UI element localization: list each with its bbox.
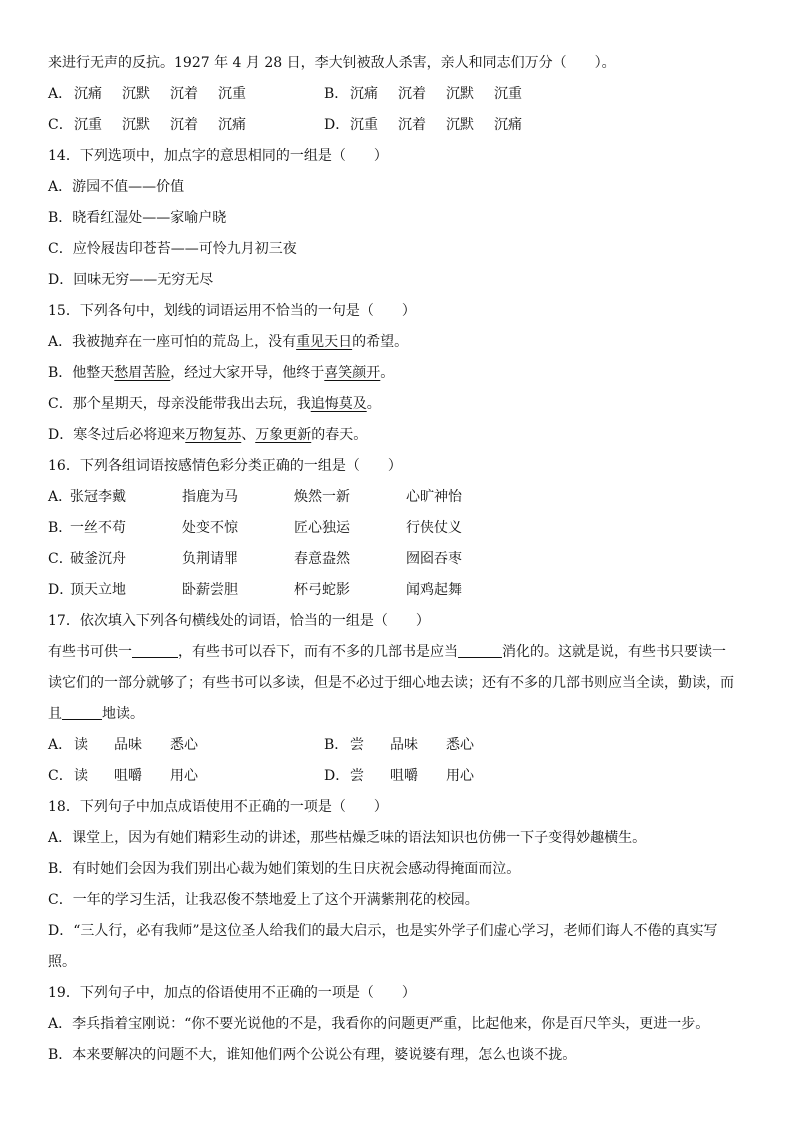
q15-option-b[interactable]: B．他整天愁眉苦脸，经过大家开导，他终于喜笑颜开。 xyxy=(48,365,395,381)
q17-passage-line-1: 有些书可供一 ，有些书可以吞下，而有不多的几部书是应当 消化的。这就是说，有些书只要读一 xyxy=(48,637,748,668)
fill-blank-3[interactable] xyxy=(62,703,102,720)
q13-option-b[interactable]: B． 沉痛 沉着 沉默 沉重 xyxy=(324,86,522,102)
q13-option-a[interactable]: A． 沉痛 沉默 沉着 沉重 xyxy=(48,86,246,102)
fill-blank-1[interactable] xyxy=(132,641,178,658)
q16-option-a[interactable]: A．张冠李戴 指鹿为马 焕然一新 心旷神怡 xyxy=(48,489,462,505)
underlined-phrase: 追悔莫及 xyxy=(310,396,367,412)
q19-stem: 19．下列句子中，加点的俗语使用不正确的一项是（ ） xyxy=(48,985,416,1001)
q14-option-b[interactable]: B．晓看红湿处——家喻户晓 xyxy=(48,210,227,226)
fill-blank-2[interactable] xyxy=(458,641,502,658)
exam-page xyxy=(48,48,748,1071)
q14-stem: 14．下列选项中，加点字的意思相同的一组是（ ） xyxy=(48,148,388,164)
q16-stem: 16．下列各组词语按感情色彩分类正确的一组是（ ） xyxy=(48,458,402,474)
q14-option-d[interactable]: D．回味无穷——无穷无尽 xyxy=(48,272,214,288)
q13-options-cd xyxy=(48,110,748,141)
q17-option-c[interactable]: C．读 咀嚼 用心 xyxy=(48,768,198,784)
q17-options-ab xyxy=(48,730,748,761)
q18-option-d[interactable]: D．“三人行，必有我师”是这位圣人给我们的最大启示，也是实外学子们虚心学习，老师们诲人不倦的真实写 xyxy=(48,923,718,939)
underlined-phrase: 万象更新 xyxy=(255,427,312,443)
underlined-phrase: 喜笑颜开 xyxy=(324,365,381,381)
q17-passage-line-3: 且 地读。 xyxy=(48,699,748,730)
q16-option-b[interactable]: B．一丝不苟 处变不惊 匠心独运 行侠仗义 xyxy=(48,520,462,536)
q16-option-c[interactable]: C．破釜沉舟 负荆请罪 春意盎然 囫囵吞枣 xyxy=(48,551,462,567)
q13-stem-continued: 来进行无声的反抗。1927 年 4 月 28 日，李大钊被敌人杀害，亲人和同志们万分（ ）。 xyxy=(48,55,616,71)
q18-option-c[interactable]: C．一年的学习生活，让我忍俊不禁地爱上了这个开满紫荆花的校园。 xyxy=(48,892,479,908)
q14-option-c[interactable]: C．应怜屐齿印苍苔——可怜九月初三夜 xyxy=(48,241,297,257)
underlined-phrase: 愁眉苦脸 xyxy=(114,365,171,381)
q18-option-d-continued[interactable]: 照。 xyxy=(48,954,76,970)
q15-option-a[interactable]: A．我被抛弃在一座可怕的荒岛上，没有重见天日的希望。 xyxy=(48,334,409,350)
q13-option-d[interactable]: D．沉重 沉着 沉默 沉痛 xyxy=(324,117,522,133)
q17-option-d[interactable]: D．尝 咀嚼 用心 xyxy=(324,768,474,784)
q17-option-a[interactable]: A． 读 品味 悉心 xyxy=(48,737,198,753)
q13-option-c[interactable]: C．沉重 沉默 沉着 沉痛 xyxy=(48,117,246,133)
q13-options-ab xyxy=(48,79,748,110)
q18-option-b[interactable]: B．有时她们会因为我们别出心裁为她们策划的生日庆祝会感动得掩面而泣。 xyxy=(48,861,521,877)
q19-option-a[interactable]: A．李兵指着宝刚说：“你不要光说他的不是，我看你的问题更严重，比起他来，你是百尺竿头，更进一步。 xyxy=(48,1016,710,1032)
q15-stem: 15．下列各句中，划线的词语运用不恰当的一句是（ ） xyxy=(48,303,416,319)
underlined-phrase: 万物复苏 xyxy=(185,427,242,443)
q17-stem: 17．依次填入下列各句横线处的词语，恰当的一组是（ ） xyxy=(48,613,430,629)
underlined-phrase: 重见天日 xyxy=(296,334,353,350)
q17-passage-line-2: 读它们的一部分就够了；有些书可以多读，但是不必过于细心地去读；还有不多的几部书则应当全读，勤读，而 xyxy=(48,675,734,691)
q16-option-d[interactable]: D．顶天立地 卧薪尝胆 杯弓蛇影 闻鸡起舞 xyxy=(48,582,462,598)
q14-option-a[interactable]: A．游园不值——价值 xyxy=(48,179,185,195)
q17-option-b[interactable]: B． 尝 品味 悉心 xyxy=(324,737,474,753)
q17-options-cd xyxy=(48,761,748,792)
q19-option-b[interactable]: B．本来要解决的问题不大，谁知他们两个公说公有理，婆说婆有理，怎么也谈不拢。 xyxy=(48,1047,577,1063)
q15-option-d[interactable]: D．寒冬过后必将迎来万物复苏、万象更新的春天。 xyxy=(48,427,368,443)
q18-option-a[interactable]: A．课堂上，因为有她们精彩生动的讲述，那些枯燥乏味的语法知识也仿佛一下子变得妙趣横生。 xyxy=(48,830,647,846)
q15-option-c[interactable]: C．那个星期天，母亲没能带我出去玩，我追悔莫及。 xyxy=(48,396,381,412)
q18-stem: 18．下列句子中加点成语使用不正确的一项是（ ） xyxy=(48,799,388,815)
